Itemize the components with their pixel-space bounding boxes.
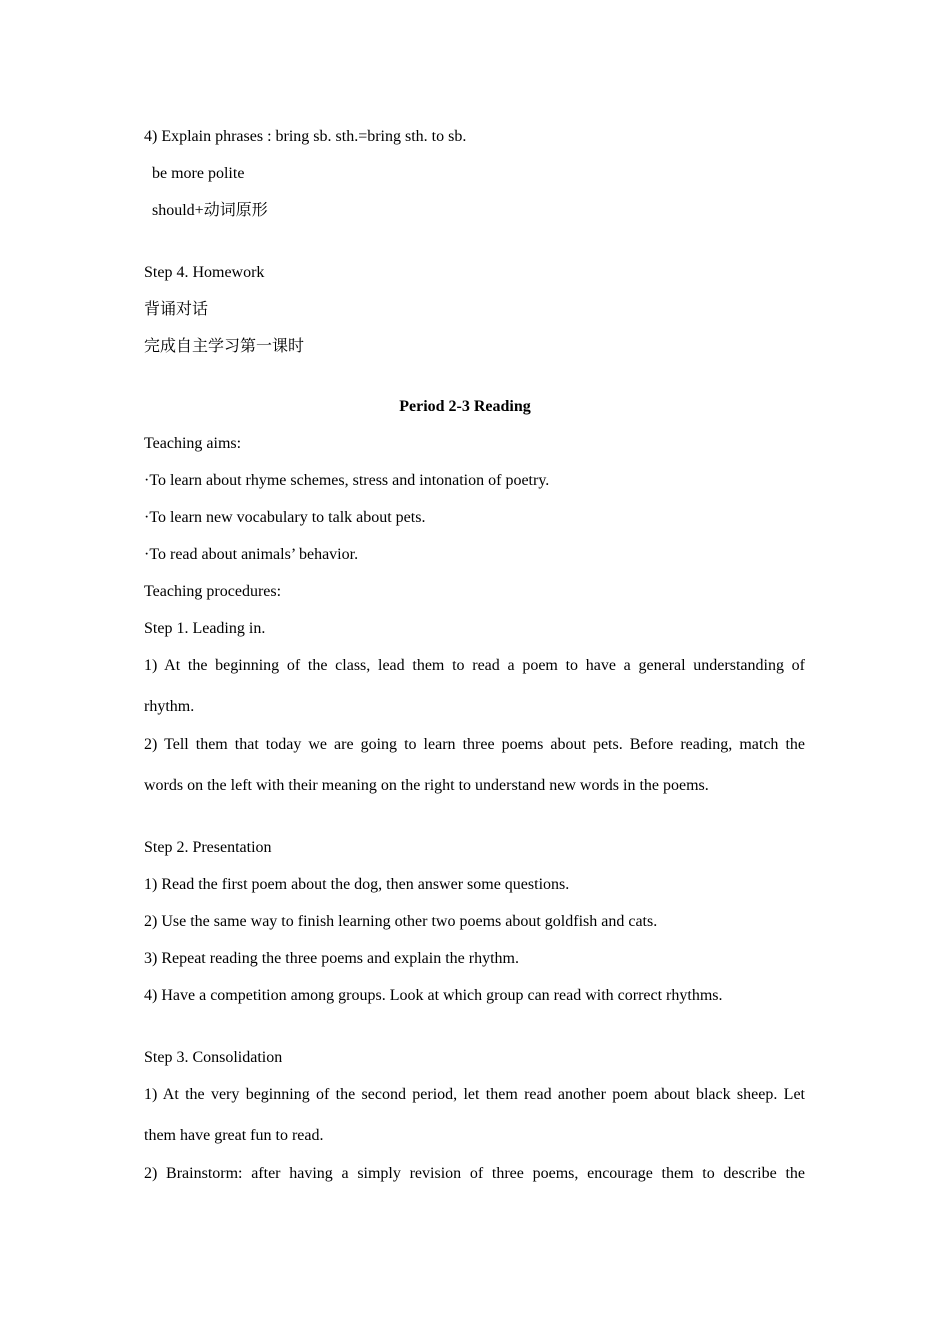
step2-item-2: 2) Use the same way to finish learning other two poems about goldfish and cats. [144,913,658,930]
teaching-procedures-label: Teaching procedures: [144,583,282,600]
step3-paragraph-1-line-1: 1) At the very beginning of the second period, let them read another poem about black sheep. Let [144,1086,805,1103]
aim-item-1: ·To learn about rhyme schemes, stress and intonation of poetry. [144,472,550,489]
step3-paragraph-1-line-2: them have great fun to read. [144,1127,324,1144]
phrase-should: should+动词原形 [152,202,268,219]
aim-item-2: ·To learn new vocabulary to talk about pets. [144,509,426,526]
step1-paragraph-1-line-1: 1) At the beginning of the class, lead them to read a poem to have a general understanding of [144,657,805,674]
teaching-aims-label: Teaching aims: [144,435,242,452]
step1-paragraph-2-line-2: words on the left with their meaning on the right to understand new words in the poems. [144,777,709,794]
period-title: Period 2-3 Reading [399,398,531,415]
step2-item-1: 1) Read the first poem about the dog, then answer some questions. [144,876,570,893]
step1-heading: Step 1. Leading in. [144,620,266,637]
step1-paragraph-1-line-2: rhythm. [144,698,195,715]
step2-item-3: 3) Repeat reading the three poems and explain the rhythm. [144,950,519,967]
explain-phrases-line: 4) Explain phrases : bring sb. sth.=bring sth. to sb. [144,128,467,145]
step1-paragraph-2-line-1: 2) Tell them that today we are going to learn three poems about pets. Before reading, match the [144,736,805,753]
step2-item-4: 4) Have a competition among groups. Look at which group can read with correct rhythms. [144,987,723,1004]
aim-item-3: ·To read about animals’ behavior. [144,546,359,563]
step3-paragraph-2-line-1: 2) Brainstorm: after having a simply revision of three poems, encourage them to describe the [144,1165,805,1182]
homework-item-1: 背诵对话 [144,301,209,318]
step2-heading: Step 2. Presentation [144,839,272,856]
step3-heading: Step 3. Consolidation [144,1049,283,1066]
phrase-polite: be more polite [152,165,245,182]
homework-item-2: 完成自主学习第一课时 [144,338,305,355]
step4-heading: Step 4. Homework [144,264,265,281]
